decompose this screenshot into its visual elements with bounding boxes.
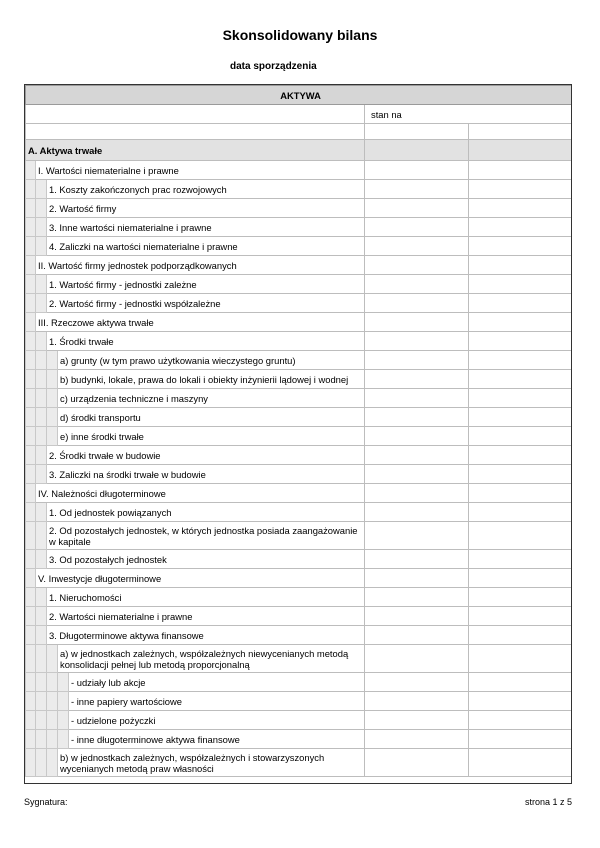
indent-cell xyxy=(26,256,36,275)
indent-cell xyxy=(26,199,36,218)
value-cell-previous[interactable] xyxy=(469,673,573,692)
indent-cell xyxy=(36,237,47,256)
indent-cell xyxy=(58,673,69,692)
table-row xyxy=(26,607,573,626)
row-label: 2. Środki trwałe w budowie xyxy=(47,446,365,465)
row-label: e) inne środki trwałe xyxy=(58,427,365,446)
column-header-row xyxy=(26,105,573,124)
indent-cell xyxy=(47,351,58,370)
indent-cell xyxy=(36,408,47,427)
indent-cell xyxy=(36,446,47,465)
indent-cell xyxy=(36,607,47,626)
table-row xyxy=(26,408,573,427)
indent-cell xyxy=(47,711,58,730)
row-label: - udzielone pożyczki xyxy=(69,711,365,730)
value-cell-current[interactable] xyxy=(365,569,469,588)
indent-cell xyxy=(36,351,47,370)
table-row xyxy=(26,503,573,522)
table-row xyxy=(26,446,573,465)
indent-cell xyxy=(36,588,47,607)
table-header-row xyxy=(26,86,573,105)
indent-cell xyxy=(36,749,47,777)
row-label: 2. Od pozostałych jednostek, w których jednostka posiada zaangażowanie w kapitale xyxy=(47,522,365,550)
column-header-spacer xyxy=(26,105,365,124)
value-cell-previous[interactable] xyxy=(469,522,573,550)
value-cell-previous[interactable] xyxy=(469,692,573,711)
indent-cell xyxy=(26,389,36,408)
indent-cell xyxy=(26,313,36,332)
indent-cell xyxy=(26,749,36,777)
section-row xyxy=(26,140,573,161)
document-title: Skonsolidowany bilans xyxy=(222,27,378,43)
indent-cell xyxy=(26,370,36,389)
indent-cell xyxy=(26,711,36,730)
value-cell-current[interactable] xyxy=(365,673,469,692)
value-cell-previous[interactable] xyxy=(469,711,573,730)
row-label: 1. Nieruchomości xyxy=(47,588,365,607)
indent-cell xyxy=(47,370,58,389)
table-row xyxy=(26,294,573,313)
table-row xyxy=(26,313,573,332)
indent-cell xyxy=(26,484,36,503)
value-cell-current[interactable] xyxy=(365,218,469,237)
column-date-row xyxy=(26,124,573,140)
indent-cell xyxy=(36,370,47,389)
indent-cell xyxy=(26,351,36,370)
table-row xyxy=(26,465,573,484)
value-cell-previous[interactable] xyxy=(469,370,573,389)
table-row xyxy=(26,550,573,569)
table-row xyxy=(26,199,573,218)
indent-cell xyxy=(47,692,58,711)
indent-cell xyxy=(36,275,47,294)
row-label: a) grunty (w tym prawo użytkowania wieczystego gruntu) xyxy=(58,351,365,370)
row-label: III. Rzeczowe aktywa trwałe xyxy=(36,313,365,332)
row-label: A. Aktywa trwałe xyxy=(26,140,365,161)
row-label: a) w jednostkach zależnych, współzależnych niewycenianych metodą konsolidacji pełnej lub metodą proporcjonalną xyxy=(58,645,365,673)
indent-cell xyxy=(47,408,58,427)
value-cell-current[interactable] xyxy=(365,389,469,408)
indent-cell xyxy=(36,711,47,730)
value-cell-current[interactable] xyxy=(365,645,469,673)
value-cell-current[interactable] xyxy=(365,522,469,550)
indent-cell xyxy=(47,645,58,673)
value-cell-previous[interactable] xyxy=(469,275,573,294)
table-row xyxy=(26,180,573,199)
value-cell-current[interactable] xyxy=(365,180,469,199)
table-row xyxy=(26,626,573,645)
value-cell-previous[interactable] xyxy=(469,237,573,256)
indent-cell xyxy=(26,607,36,626)
value-cell-current[interactable] xyxy=(365,626,469,645)
table-row xyxy=(26,711,573,730)
row-label: 1. Wartość firmy - jednostki zależne xyxy=(47,275,365,294)
indent-cell xyxy=(26,161,36,180)
row-label: 3. Od pozostałych jednostek xyxy=(47,550,365,569)
value-cell-current[interactable] xyxy=(365,199,469,218)
indent-cell xyxy=(26,645,36,673)
signature-label: Sygnatura: xyxy=(24,797,68,807)
value-cell-previous[interactable] xyxy=(469,446,573,465)
value-cell-current[interactable] xyxy=(365,237,469,256)
indent-cell xyxy=(36,294,47,313)
row-label: - inne długoterminowe aktywa finansowe xyxy=(69,730,365,749)
table-row xyxy=(26,351,573,370)
value-cell-previous[interactable] xyxy=(469,332,573,351)
value-cell-current[interactable] xyxy=(365,427,469,446)
value-cell-previous[interactable] xyxy=(469,484,573,503)
value-cell-current[interactable] xyxy=(365,550,469,569)
row-label: b) w jednostkach zależnych, współzależnych i stowarzyszonych wycenianych metodą praw własności xyxy=(58,749,365,777)
indent-cell xyxy=(36,180,47,199)
indent-cell xyxy=(26,332,36,351)
row-label: b) budynki, lokale, prawa do lokali i obiekty inżynierii lądowej i wodnej xyxy=(58,370,365,389)
indent-cell xyxy=(36,465,47,484)
row-label: 3. Zaliczki na środki trwałe w budowie xyxy=(47,465,365,484)
table-row xyxy=(26,749,573,777)
table-row xyxy=(26,645,573,673)
indent-cell xyxy=(36,503,47,522)
indent-cell xyxy=(36,218,47,237)
row-label: 1. Koszty zakończonych prac rozwojowych xyxy=(47,180,365,199)
indent-cell xyxy=(26,588,36,607)
indent-cell xyxy=(36,522,47,550)
row-label: 2. Wartość firmy - jednostki współzależne xyxy=(47,294,365,313)
table-row xyxy=(26,218,573,237)
value-cell-current[interactable] xyxy=(365,465,469,484)
value-cell-current[interactable] xyxy=(365,256,469,275)
indent-cell xyxy=(26,275,36,294)
value-cell-previous[interactable] xyxy=(469,313,573,332)
table-row xyxy=(26,427,573,446)
value-cell-previous[interactable] xyxy=(469,588,573,607)
value-cell-current[interactable] xyxy=(365,730,469,749)
indent-cell xyxy=(36,427,47,446)
indent-cell xyxy=(36,626,47,645)
value-cell-previous[interactable] xyxy=(469,730,573,749)
indent-cell xyxy=(26,294,36,313)
table-row xyxy=(26,588,573,607)
indent-cell xyxy=(47,730,58,749)
table-row xyxy=(26,256,573,275)
row-label: 3. Długoterminowe aktywa finansowe xyxy=(47,626,365,645)
indent-cell xyxy=(47,389,58,408)
table-row xyxy=(26,389,573,408)
section-header-aktywa: AKTYWA xyxy=(26,86,573,105)
table-row xyxy=(26,730,573,749)
indent-cell xyxy=(26,730,36,749)
balance-sheet-table xyxy=(24,84,572,784)
table-row xyxy=(26,237,573,256)
indent-cell xyxy=(47,673,58,692)
value-cell-previous[interactable] xyxy=(469,351,573,370)
value-cell-previous[interactable] xyxy=(469,256,573,275)
indent-cell xyxy=(26,218,36,237)
indent-cell xyxy=(58,711,69,730)
row-label: 2. Wartości niematerialne i prawne xyxy=(47,607,365,626)
value-cell-previous[interactable] xyxy=(469,503,573,522)
value-cell-current[interactable] xyxy=(365,446,469,465)
row-label: d) środki transportu xyxy=(58,408,365,427)
page-number: strona 1 z 5 xyxy=(524,797,572,807)
row-label: 1. Od jednostek powiązanych xyxy=(47,503,365,522)
document-date-label: data sporządzenia xyxy=(230,61,317,72)
indent-cell xyxy=(26,569,36,588)
value-cell-current[interactable] xyxy=(365,484,469,503)
row-label: 4. Zaliczki na wartości niematerialne i prawne xyxy=(47,237,365,256)
value-cell-current[interactable] xyxy=(365,607,469,626)
value-cell-previous[interactable] xyxy=(469,180,573,199)
table-row xyxy=(26,569,573,588)
value-cell-current[interactable] xyxy=(365,588,469,607)
table-row xyxy=(26,275,573,294)
indent-cell xyxy=(36,332,47,351)
indent-cell xyxy=(36,730,47,749)
value-cell-previous[interactable] xyxy=(469,199,573,218)
value-cell-previous[interactable] xyxy=(469,140,573,161)
indent-cell xyxy=(26,503,36,522)
value-cell-current[interactable] xyxy=(365,275,469,294)
row-label: V. Inwestycje długoterminowe xyxy=(36,569,365,588)
table-row xyxy=(26,484,573,503)
indent-cell xyxy=(36,673,47,692)
value-cell-previous[interactable] xyxy=(469,408,573,427)
value-cell-previous[interactable] xyxy=(469,645,573,673)
table-row xyxy=(26,161,573,180)
indent-cell xyxy=(58,692,69,711)
value-cell-current[interactable] xyxy=(365,140,469,161)
indent-cell xyxy=(26,522,36,550)
value-cell-previous[interactable] xyxy=(469,465,573,484)
date-cell-current[interactable] xyxy=(365,124,469,140)
indent-cell xyxy=(36,550,47,569)
indent-cell xyxy=(26,446,36,465)
value-cell-previous[interactable] xyxy=(469,389,573,408)
value-cell-previous[interactable] xyxy=(469,626,573,645)
value-cell-previous[interactable] xyxy=(469,550,573,569)
row-label: II. Wartość firmy jednostek podporządkowanych xyxy=(36,256,365,275)
value-cell-previous[interactable] xyxy=(469,161,573,180)
indent-cell xyxy=(26,465,36,484)
value-cell-current[interactable] xyxy=(365,692,469,711)
value-cell-current[interactable] xyxy=(365,711,469,730)
indent-cell xyxy=(47,749,58,777)
indent-cell xyxy=(36,645,47,673)
table-row xyxy=(26,522,573,550)
indent-cell xyxy=(36,389,47,408)
indent-cell xyxy=(36,199,47,218)
indent-cell xyxy=(36,692,47,711)
value-cell-current[interactable] xyxy=(365,370,469,389)
table-row xyxy=(26,673,573,692)
indent-cell xyxy=(47,427,58,446)
column-date-spacer xyxy=(26,124,365,140)
value-cell-current[interactable] xyxy=(365,332,469,351)
value-cell-current[interactable] xyxy=(365,313,469,332)
value-cell-previous[interactable] xyxy=(469,218,573,237)
value-cell-previous[interactable] xyxy=(469,749,573,777)
indent-cell xyxy=(26,550,36,569)
row-label: I. Wartości niematerialne i prawne xyxy=(36,161,365,180)
value-cell-current[interactable] xyxy=(365,351,469,370)
table-row xyxy=(26,692,573,711)
row-label: - udziały lub akcje xyxy=(69,673,365,692)
value-cell-previous[interactable] xyxy=(469,427,573,446)
value-cell-current[interactable] xyxy=(365,294,469,313)
value-cell-current[interactable] xyxy=(365,749,469,777)
indent-cell xyxy=(26,673,36,692)
value-cell-current[interactable] xyxy=(365,161,469,180)
value-cell-previous[interactable] xyxy=(469,607,573,626)
row-label: 1. Środki trwałe xyxy=(47,332,365,351)
value-cell-previous[interactable] xyxy=(469,294,573,313)
date-cell-previous[interactable] xyxy=(469,124,573,140)
value-cell-current[interactable] xyxy=(365,503,469,522)
indent-cell xyxy=(26,237,36,256)
table-row xyxy=(26,332,573,351)
column-header-stan-na: stan na xyxy=(365,105,573,124)
row-label: - inne papiery wartościowe xyxy=(69,692,365,711)
indent-cell xyxy=(26,427,36,446)
row-label: c) urządzenia techniczne i maszyny xyxy=(58,389,365,408)
indent-cell xyxy=(26,408,36,427)
value-cell-previous[interactable] xyxy=(469,569,573,588)
row-label: 2. Wartość firmy xyxy=(47,199,365,218)
row-label: IV. Należności długoterminowe xyxy=(36,484,365,503)
indent-cell xyxy=(58,730,69,749)
row-label: 3. Inne wartości niematerialne i prawne xyxy=(47,218,365,237)
indent-cell xyxy=(26,180,36,199)
indent-cell xyxy=(26,692,36,711)
value-cell-current[interactable] xyxy=(365,408,469,427)
indent-cell xyxy=(26,626,36,645)
table-row xyxy=(26,370,573,389)
